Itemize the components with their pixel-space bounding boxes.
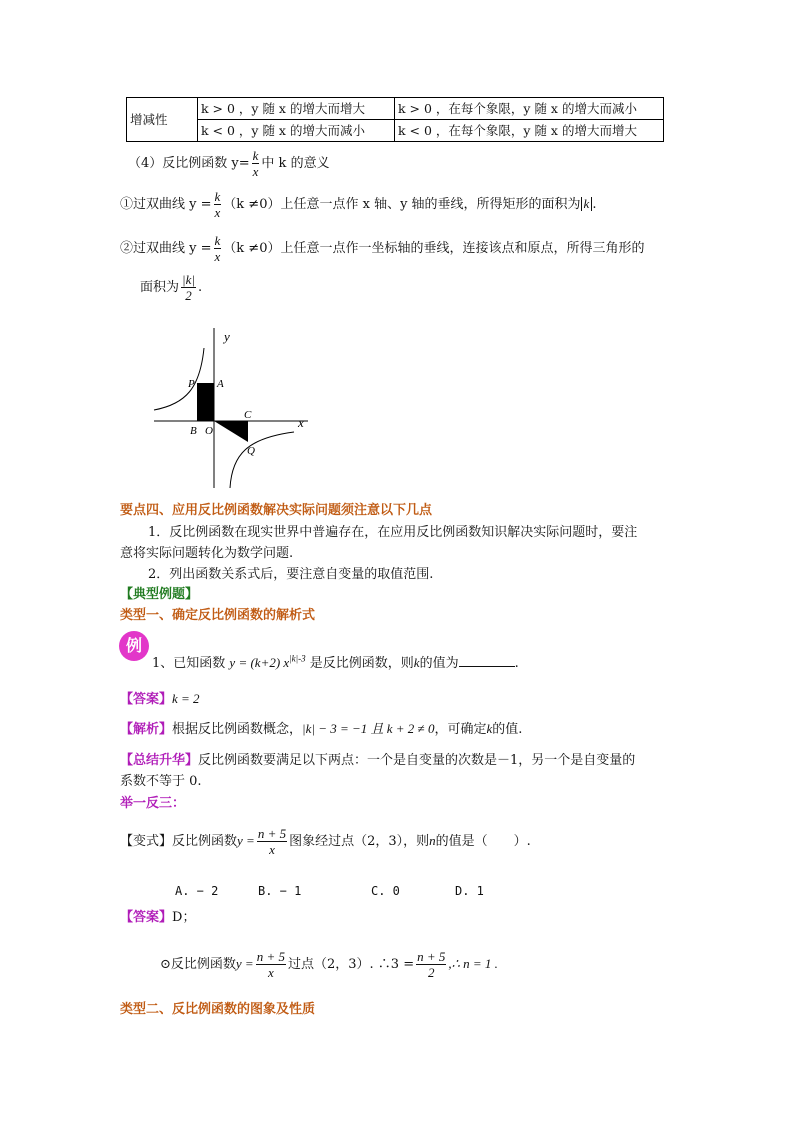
choice-d[interactable]: D. 1	[455, 884, 484, 898]
answer-2: 【答案】D；	[120, 910, 196, 925]
keypoint-4-p1b: 意将实际问题转化为数学问题.	[120, 546, 294, 561]
keypoint-4-p1a: 1．反比例函数在现实世界中普遍存在，在应用反比例函数知识解决实际问题时，要注	[148, 525, 638, 540]
label-y: y	[224, 329, 230, 344]
keypoint-4-title: 要点四、应用反比例函数解决实际问题须注意以下几点	[120, 503, 433, 518]
hyperbola-branch-4	[230, 432, 294, 488]
choice-b[interactable]: B. − 1	[258, 884, 302, 898]
hyperbola-graph	[148, 324, 328, 490]
meaning-item-1: ①过双曲线 y = $\frac{k}{x}$ （k ≠0）上任意一点作 x 轴、y 轴的垂线，所得矩形的面积为 k .	[120, 189, 597, 220]
variant-question: 【变式】反比例函数y = $\frac{n + 5}{x}$ 图象经过点（2，3），则n的值是（ ）.	[120, 826, 531, 857]
choice-c[interactable]: C. 0	[371, 884, 400, 898]
table-cell: k > 0 ，y 随 x 的增大而增大	[198, 98, 395, 120]
label-O: O	[205, 425, 213, 437]
label-Q: Q	[247, 445, 255, 457]
keypoint-4-p2: 2．列出函数关系式后，要注意自变量的取值范围.	[148, 567, 434, 582]
summary-1-line2: 系数不等于 0.	[120, 774, 202, 789]
question-1: 1、已知函数 y = (k+2) $x^{|k|-3}$ 是反比例函数，则k的值为 .	[152, 653, 519, 671]
label-A: A	[217, 378, 224, 390]
meaning-item-2-area: 面积为 $\frac{|k|}{2}$ .	[140, 272, 203, 303]
label-P: P	[188, 378, 195, 390]
answer-1: 【答案】k = 2	[120, 691, 200, 707]
answer-blank[interactable]	[459, 654, 515, 667]
meaning-item-2: ②过双曲线 y = $\frac{k}{x}$ （k ≠0）上任意一点作一坐标轴的垂线，连接该点和原点，所得三角形的	[120, 233, 645, 264]
example-badge: 例	[119, 631, 149, 661]
section-4-heading: （4）反比例函数 y= $\frac{k}{x}$ 中 k 的意义	[128, 148, 330, 179]
table-cell: k < 0 ，y 随 x 的增大而减小	[198, 120, 395, 142]
choice-a[interactable]: A. − 2	[175, 884, 219, 898]
summary-1: 【总结升华】反比例函数要满足以下两点：一个是自变量的次数是－1，另一个是自变量的	[120, 753, 636, 768]
property-table	[126, 97, 664, 142]
table-cell: k > 0 ，在每个象限，y 随 x 的增大而减小	[395, 98, 664, 120]
label-B: B	[190, 425, 197, 437]
table-header-monotonicity: 增减性	[127, 98, 198, 142]
label-C: C	[244, 409, 252, 421]
type-2-heading: 类型二、反比例函数的图象及性质	[120, 1002, 316, 1017]
type-1-heading: 类型一、确定反比例函数的解析式	[120, 608, 316, 623]
typical-examples-heading: 【典型例题】	[120, 587, 199, 602]
table-cell: k < 0 ，在每个象限，y 随 x 的增大而增大	[395, 120, 664, 142]
solution: ⊙反比例函数y = $\frac{n + 5}{x}$ 过点（2，3）. ∴3 = $\frac{n + 5}{2}$ ,∴ n = 1 .	[160, 949, 498, 980]
rectangle-area	[197, 383, 214, 421]
practice-heading: 举一反三：	[120, 796, 186, 811]
hyperbola-branch-2	[154, 348, 204, 410]
label-x: x	[298, 415, 304, 430]
analysis-1: 【解析】根据反比例函数概念，|k| − 3 = −1 且 k + 2 ≠ 0，可确定k的值.	[120, 721, 523, 737]
triangle-area	[214, 421, 248, 442]
